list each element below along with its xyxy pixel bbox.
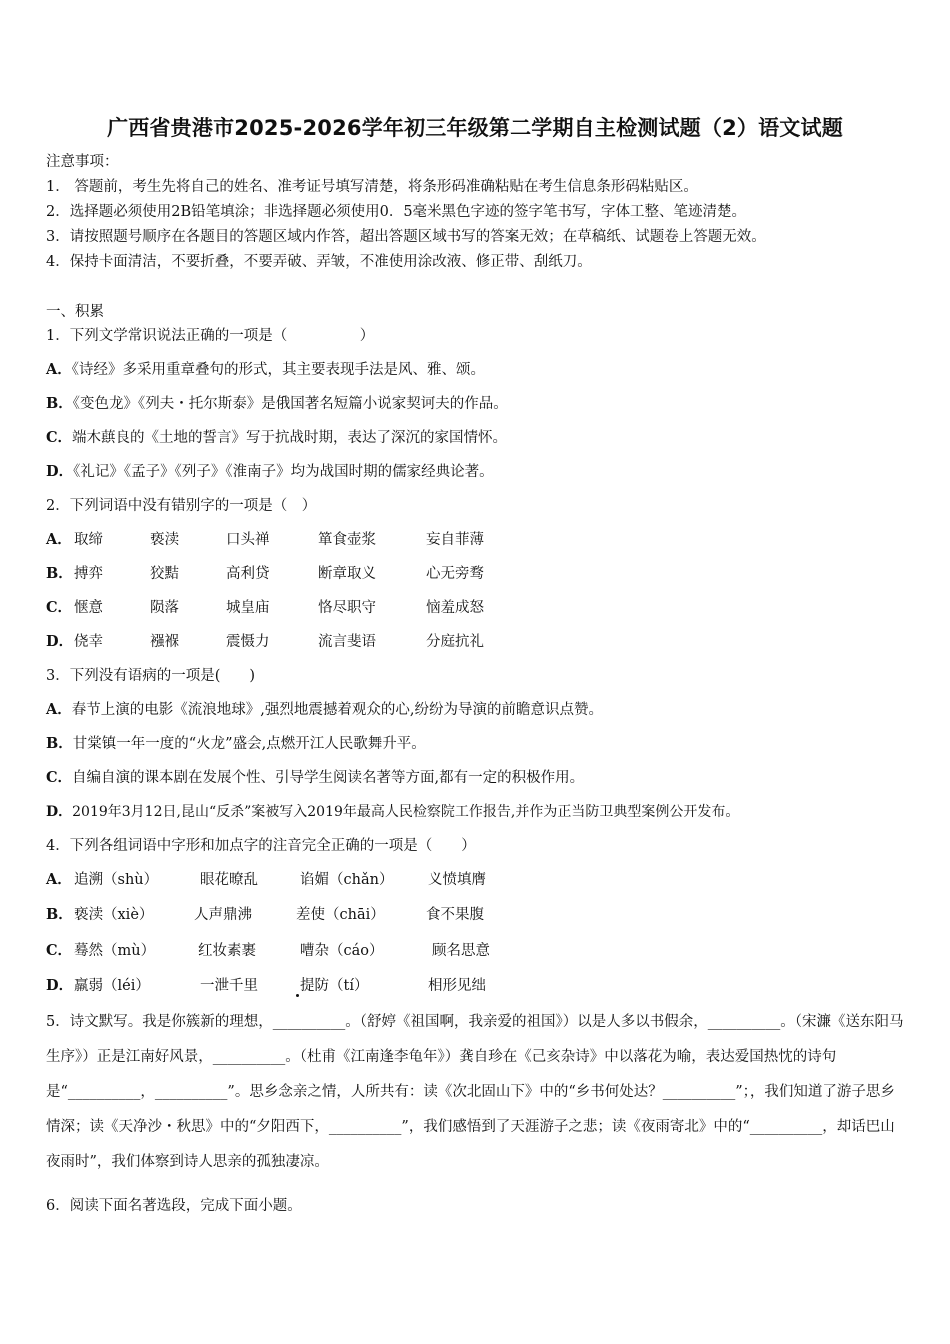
option-word: 红妆素裹 <box>198 943 256 959</box>
option-word: 侥幸 <box>74 634 103 650</box>
question-1-stem: 1．下列文学常识说法正确的一项是（ ） <box>46 328 375 344</box>
option-word: 分庭抗礼 <box>426 634 484 650</box>
option-label: C． <box>46 599 73 616</box>
option-label: A． <box>46 871 72 888</box>
notice-item-1: 1． 答题前，考生先将自己的姓名、准考证号填写清楚，将条形码准确粘贴在考生信息条形码粘贴区。 <box>46 179 698 195</box>
option-word: 箪食壶浆 <box>318 532 376 548</box>
question-3-option-d <box>46 802 739 822</box>
option-word: 追溯（shù） <box>74 872 159 888</box>
option-label: B． <box>46 565 73 582</box>
option-text: 《诗经》多采用重章叠句的形式，其主要表现手法是风、雅、颂。 <box>71 362 486 378</box>
option-text: 2019年3月12日,昆山“反杀”案被写入2019年最高人民检察院工作报告,并作为正当防卫典型案例公开发布。 <box>72 804 740 820</box>
option-word: 食不果腹 <box>426 907 484 923</box>
option-word: 义愤填膺 <box>428 872 486 888</box>
notice-item-4: 4．保持卡面清洁，不要折叠，不要弄破、弄皱，不准使用涂改液、修正带、刮纸刀。 <box>46 254 592 270</box>
option-word: 震慑力 <box>226 634 270 650</box>
option-label: B． <box>46 735 73 752</box>
option-word: 惬意 <box>74 600 103 616</box>
option-word: 恼羞成怒 <box>426 600 484 616</box>
option-word: 心无旁骛 <box>426 566 484 582</box>
option-word: 羸弱（léi） <box>74 978 150 994</box>
option-word: 嘈杂（cáo） <box>300 943 384 959</box>
option-word: 妄自菲薄 <box>426 532 484 548</box>
option-word: 人声鼎沸 <box>194 907 252 923</box>
option-word: 眼花暸乱 <box>200 872 258 888</box>
option-word: 狡黠 <box>150 566 179 582</box>
option-word: 一泄千里 <box>200 978 258 994</box>
question-3-option-a <box>46 700 603 720</box>
option-label: A． <box>46 701 72 718</box>
question-5-text: 5．诗文默写。我是你簇新的理想，__________。（舒婷《祖国啊，我亲爱的祖国》）以是人多以书假余，__________。（宋濂《送东阳马生序》）正是江南好风景，__________。（杜甫《江南逢李龟年》）龚自珍在《己亥杂诗》中以落花为喻，表达爱国热忱的诗句是“__________，__________”。思乡念亲之情，人所共有：读《次北固山下》中的“乡书何处达？__________”；，我们知道了游子思乡情深；读《天净沙・秋思》中的“夕阳西下，__________”，我们感悟到了天涯游子之悲；读《夜雨寄北》中的“__________，却话巴山夜雨时”，我们体察到诗人思亲的孤独凄凉。 <box>46 1014 904 1170</box>
emphasis-dot <box>296 994 299 997</box>
option-word: 亵渎 <box>150 532 179 548</box>
option-word: 断章取义 <box>318 566 376 582</box>
question-2-stem: 2．下列词语中没有错别字的一项是（ ） <box>46 498 317 514</box>
section-heading: 一、积累 <box>46 304 104 320</box>
option-text: 甘棠镇一年一度的“火龙”盛会,点燃开江人民歌舞升平。 <box>72 736 426 752</box>
option-word: 城皇庙 <box>226 600 270 616</box>
option-text: 端木蕻良的《土地的誓言》写于抗战时期，表达了深沉的家国情怀。 <box>72 430 508 446</box>
notice-item-2: 2．选择题必须使用2B铅笔填涂；非选择题必须使用0．5毫米黑色字迹的签字笔书写，字体工整、笔迹清楚。 <box>46 204 747 220</box>
question-4-stem: 4．下列各组词语中字形和加点字的注音完全正确的一项是（ ） <box>46 838 476 854</box>
option-word: 高利贷 <box>226 566 270 582</box>
option-word: 搏弈 <box>74 566 103 582</box>
question-6-stem: 6．阅读下面名著选段，完成下面小题。 <box>46 1198 302 1214</box>
page-title: 广西省贵港市2025-2026学年初三年级第二学期自主检测试题（2）语文试题 <box>107 116 843 140</box>
option-label: B． <box>46 395 73 412</box>
notice-heading: 注意事项： <box>46 154 119 170</box>
question-3-stem: 3．下列没有语病的一项是( ) <box>46 668 256 684</box>
option-label: D． <box>46 977 74 994</box>
option-label: D． <box>46 633 74 650</box>
option-word: 亵渎（xiè） <box>74 907 154 923</box>
question-3-option-b <box>46 734 426 754</box>
option-word: 差使（chāi） <box>296 907 385 923</box>
option-word: 相形见绌 <box>428 978 486 994</box>
option-label: D． <box>46 804 73 820</box>
question-1-option-c <box>46 428 507 448</box>
notice-item-3: 3．请按照题号顺序在各题目的答题区域内作答，超出答题区域书写的答案无效；在草稿纸、试题卷上答题无效。 <box>46 229 766 245</box>
option-word: 恪尽职守 <box>318 600 376 616</box>
option-label: C． <box>46 429 73 446</box>
option-label: C． <box>46 942 73 959</box>
question-1-option-a <box>46 360 485 380</box>
option-label: D． <box>46 463 74 480</box>
option-label: A． <box>46 531 72 548</box>
option-word: 口头禅 <box>226 532 270 548</box>
option-text: 春节上演的电影《流浪地球》,强烈地震撼着观众的心,纷纷为导演的前瞻意识点赞。 <box>71 702 603 718</box>
question-1-option-d <box>46 462 494 482</box>
option-text: 《变色龙》《列夫・托尔斯泰》是俄国著名短篇小说家契诃夫的作品。 <box>72 396 508 412</box>
option-label: B． <box>46 906 73 923</box>
option-label: A． <box>46 361 72 378</box>
option-label: C． <box>46 769 73 786</box>
option-word: 流言斐语 <box>318 634 376 650</box>
option-word: 谄媚（chǎn） <box>300 872 394 888</box>
option-word: 陨落 <box>150 600 179 616</box>
option-word: 蓦然（mù） <box>74 943 156 959</box>
question-1-option-b <box>46 394 508 414</box>
question-3-option-c <box>46 768 584 788</box>
option-text: 自编自演的课本剧在发展个性、引导学生阅读名著等方面,都有一定的积极作用。 <box>72 770 585 786</box>
option-word: 提防（tí） <box>300 978 369 994</box>
option-word: 顾名思意 <box>432 943 490 959</box>
option-word: 取缔 <box>74 532 103 548</box>
option-text: 《礼记》《孟子》《列子》《淮南子》均为战国时期的儒家经典论著。 <box>73 464 494 480</box>
option-word: 襁褓 <box>150 634 179 650</box>
